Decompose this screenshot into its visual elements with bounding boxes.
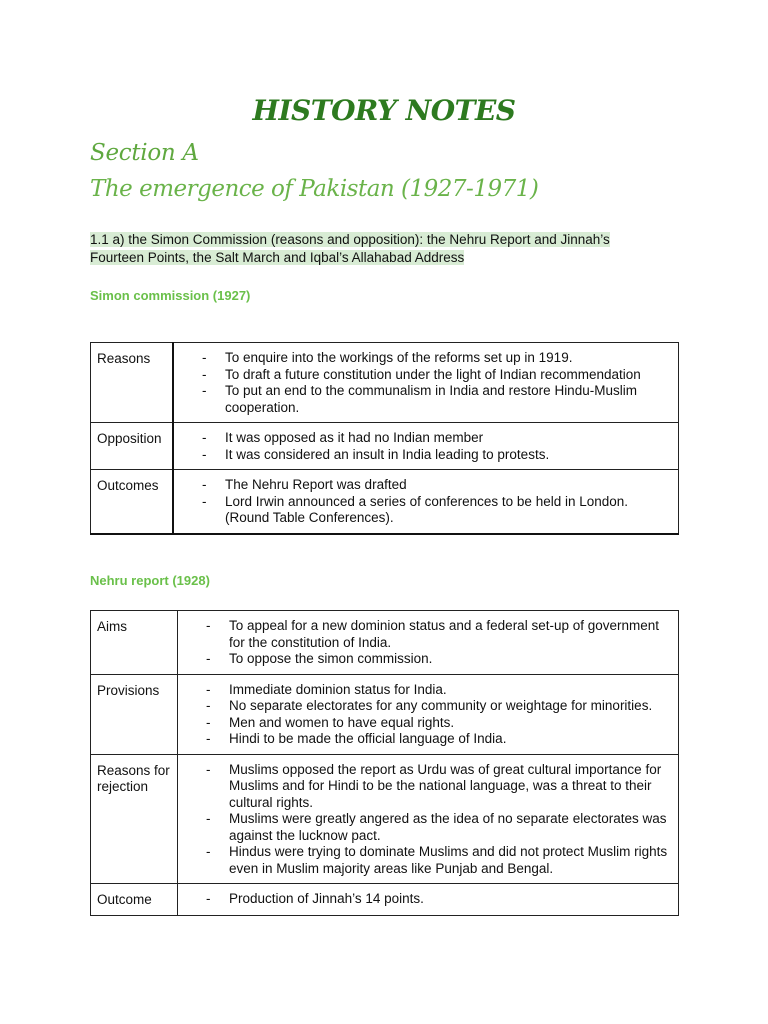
row-label: Opposition xyxy=(91,423,174,470)
list-item: - The Nehru Report was drafted xyxy=(180,477,672,494)
list-item: - It was considered an insult in India leading to protests. xyxy=(180,447,672,464)
table-row xyxy=(91,754,679,884)
learning-objective xyxy=(90,231,650,267)
list-item: - To draft a future constitution under the light of Indian recommendation xyxy=(180,367,672,384)
row-label: Reasons xyxy=(91,343,174,423)
row-label: Provisions xyxy=(91,674,178,754)
document-title: HISTORY NOTES xyxy=(252,94,516,127)
list-item: - Men and women to have equal rights. xyxy=(184,715,672,732)
list-item: - To put an end to the communalism in India and restore Hindu-Muslim cooperation. xyxy=(180,383,672,416)
row-content xyxy=(178,884,679,916)
list-item: - Lord Irwin announced a series of conferences to be held in London. (Round Table Conferences). xyxy=(180,494,672,527)
list-item: - Immediate dominion status for India. xyxy=(184,682,672,699)
list-item: - No separate electorates for any community or weightage for minorities. xyxy=(184,698,672,715)
list-item: - Hindus were trying to dominate Muslims and did not protect Muslim rights even in Muslim majority areas like Punjab and Bengal. xyxy=(184,844,672,877)
list-item: - To appeal for a new dominion status and a federal set-up of government for the constitution of India. xyxy=(184,618,672,651)
table-row xyxy=(91,423,679,470)
row-content xyxy=(178,674,679,754)
list-item: - It was opposed as it had no Indian member xyxy=(180,430,672,447)
row-label: Outcomes xyxy=(91,470,174,534)
table-row xyxy=(91,470,679,534)
row-label: Reasons for rejection xyxy=(91,754,178,884)
nehru-table xyxy=(90,610,679,916)
row-label: Outcome xyxy=(91,884,178,916)
list-item: - Muslims opposed the report as Urdu was of great cultural importance for Muslims and for Hindi to be the national language, was a threat to their cultural rights. xyxy=(184,762,672,812)
table-row xyxy=(91,343,679,423)
row-content xyxy=(173,343,679,423)
list-item: - Production of Jinnah’s 14 points. xyxy=(184,891,672,908)
table-row xyxy=(91,884,679,916)
simon-table xyxy=(90,342,679,535)
objective-highlight: 1.1 a) the Simon Commission (reasons and opposition): the Nehru Report and Jinnah’s Fourteen Points, the Salt March and Iqbal’s Allahabad Address xyxy=(90,232,610,265)
section-heading: Section A xyxy=(90,140,199,166)
nehru-heading: Nehru report (1928) xyxy=(90,573,210,588)
row-content xyxy=(178,611,679,675)
row-content xyxy=(173,423,679,470)
row-label: Aims xyxy=(91,611,178,675)
table-row xyxy=(91,611,679,675)
list-item: - Hindi to be made the official language of India. xyxy=(184,731,672,748)
row-content xyxy=(178,754,679,884)
simon-heading: Simon commission (1927) xyxy=(90,288,251,303)
list-item: - To enquire into the workings of the reforms set up in 1919. xyxy=(180,350,672,367)
list-item: - To oppose the simon commission. xyxy=(184,651,672,668)
section-subtitle: The emergence of Pakistan (1927-1971) xyxy=(90,176,539,202)
row-content xyxy=(173,470,679,534)
table-row xyxy=(91,674,679,754)
list-item: - Muslims were greatly angered as the idea of no separate electorates was against the lucknow pact. xyxy=(184,811,672,844)
